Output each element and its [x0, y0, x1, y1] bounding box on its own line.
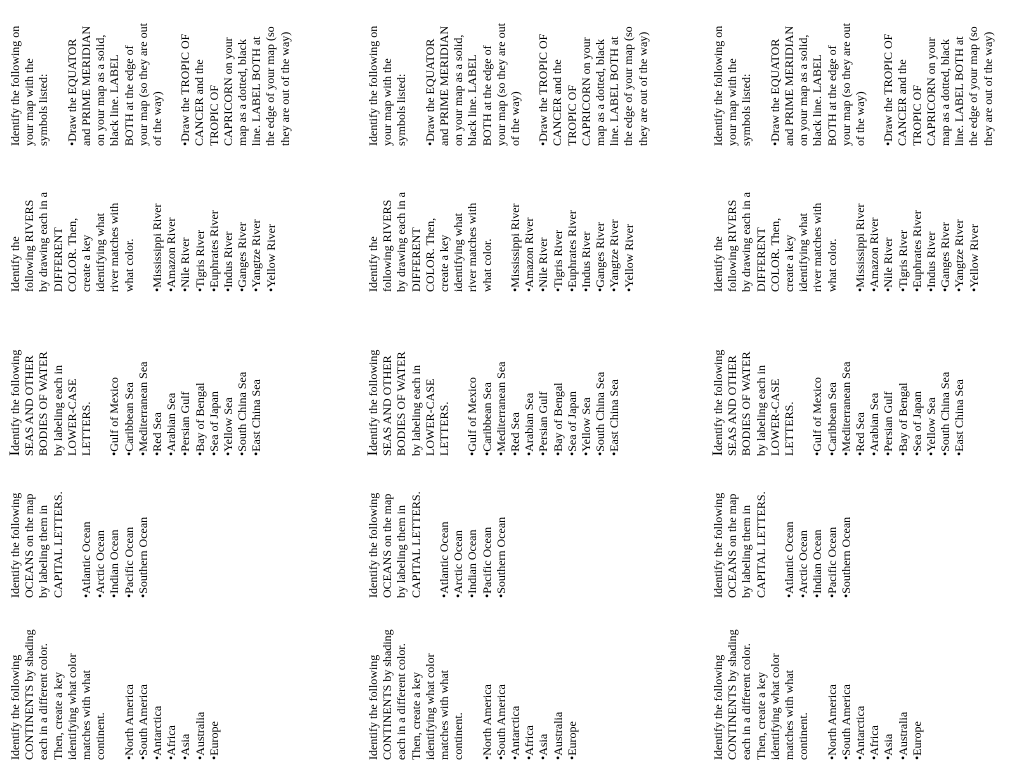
list-item: • Gulf of Mexico — [465, 291, 479, 456]
list-item: • Euphrates River — [207, 184, 221, 292]
lines-instructions: Identify the following on your map with the symbols listed: — [8, 25, 51, 146]
list-item: • Persian Gulf — [536, 291, 550, 456]
list-item: • Arabian Sea — [867, 291, 881, 456]
list-item: • Draw the TROPIC OF CANCER and the TROPIC OF CAPRICORN on your map as a dotted, black line. LABEL BOTH at the edge of your map (so they are out of the way) — [881, 0, 995, 146]
list-item: • Indus River — [924, 184, 938, 292]
list-item: • Gulf of Mexico — [107, 291, 121, 456]
oceans-list — [782, 433, 853, 598]
list-item: • Pacific Ocean — [480, 433, 494, 598]
list-item: • Draw the TROPIC OF CANCER and the TROPIC OF CAPRICORN on your map as a dotted, black line. LABEL BOTH at the edge of your map (so they are out of the way) — [178, 0, 292, 146]
list-item: • Sea of Japan — [207, 291, 221, 456]
oceans-list — [437, 433, 508, 598]
list-item: • Tigris River — [193, 184, 207, 292]
list-item: • Europe — [910, 595, 924, 760]
list-item: • Tigris River — [551, 184, 565, 292]
oceans-block — [711, 433, 853, 598]
list-item: • Euphrates River — [910, 184, 924, 292]
list-item: • Indian Ocean — [810, 433, 824, 598]
rivers-list — [150, 184, 278, 292]
oceans-block — [366, 433, 508, 598]
list-item: • South America — [494, 595, 508, 760]
list-item: • Yangtze River — [607, 184, 621, 292]
list-item: • Yellow Sea — [924, 291, 938, 456]
continents-list — [122, 595, 221, 760]
seas-instructions-text: dentify the following SEAS AND OTHER BODIES OF WATER by labeling each in LOWER-CASE LETTERS. — [711, 349, 797, 456]
list-item: • Africa — [164, 595, 178, 760]
seas-list — [465, 291, 621, 456]
list-item: • East China Sea — [607, 291, 621, 456]
list-item: • Antarctica — [853, 595, 867, 760]
list-item: • Draw the TROPIC OF CANCER and the TROPIC OF CAPRICORN on your map as a dotted, black line. LABEL BOTH at the edge of your map (so they are out of the way) — [536, 0, 650, 146]
list-item: • Southern Ocean — [839, 433, 853, 598]
seas-initial: I — [365, 451, 381, 456]
list-item: • Bay of Bengal — [896, 291, 910, 456]
list-item: • South China Sea — [938, 291, 952, 456]
list-item: • Europe — [565, 595, 579, 760]
oceans-instructions: Identify the following OCEANS on the map by labeling them in CAPITAL LETTERS. — [711, 491, 768, 598]
list-item: • Gulf of Mexico — [810, 291, 824, 456]
list-item: • Sea of Japan — [565, 291, 579, 456]
list-item: • Persian Gulf — [178, 291, 192, 456]
worksheet-copy-2 — [366, 0, 666, 768]
list-item: • Red Sea — [508, 291, 522, 456]
worksheet-copy-3 — [711, 0, 1011, 768]
list-item: • Caribbean Sea — [122, 291, 136, 456]
worksheet-copy-1 — [8, 0, 308, 768]
list-item: • Southern Ocean — [136, 433, 150, 598]
list-item: • Yellow River — [622, 184, 636, 292]
list-item: • Pacific Ocean — [825, 433, 839, 598]
list-item: • Mississippi River — [150, 184, 164, 292]
list-item: • Yellow Sea — [579, 291, 593, 456]
list-item: • Atlantic Ocean — [782, 433, 796, 598]
continents-block — [8, 595, 221, 760]
list-item: • Sea of Japan — [910, 291, 924, 456]
list-item: • Indus River — [221, 184, 235, 292]
list-item: • Persian Gulf — [881, 291, 895, 456]
lines-list — [65, 0, 292, 146]
seas-instructions — [8, 291, 93, 456]
list-item: • Draw the EQUATOR and PRIME MERIDIAN on your map as a solid, black line. LABEL BOTH at the edge of your map (so they are out of the way) — [423, 0, 522, 146]
seas-block — [366, 291, 622, 456]
rivers-instructions: Identify the following RIVERS by drawing each in a DIFFERENT COLOR. Then, create a key identifying what river matches with what color. — [711, 192, 839, 292]
list-item: • Indian Ocean — [465, 433, 479, 598]
list-item: • Europe — [207, 595, 221, 760]
seas-list — [107, 291, 263, 456]
list-item: • Arctic Ocean — [796, 433, 810, 598]
seas-block — [711, 291, 967, 456]
list-item: • Mississippi River — [508, 184, 522, 292]
list-item: • Bay of Bengal — [551, 291, 565, 456]
list-item: • Australia — [551, 595, 565, 760]
seas-list — [810, 291, 966, 456]
list-item: • Antarctica — [508, 595, 522, 760]
list-item: • Mediterranean Sea — [494, 291, 508, 456]
list-item: • Indian Ocean — [107, 433, 121, 598]
oceans-list — [79, 433, 150, 598]
lines-instructions: Identify the following on your map with the symbols listed: — [711, 25, 754, 146]
continents-block — [366, 595, 579, 760]
list-item: • East China Sea — [249, 291, 263, 456]
list-item: • Nile River — [536, 184, 550, 292]
continents-block — [711, 595, 924, 760]
continents-list — [825, 595, 924, 760]
list-item: • Pacific Ocean — [122, 433, 136, 598]
continents-instructions: Identify the following CONTINENTS by shading each in a different color. Then, create a key identifying what color matches with what continent. — [711, 629, 811, 760]
list-item: • Arabian Sea — [164, 291, 178, 456]
list-item: • Yangtze River — [249, 184, 263, 292]
list-item: • East China Sea — [952, 291, 966, 456]
list-item: • North America — [825, 595, 839, 760]
seas-initial: I — [710, 451, 726, 456]
list-item: • Mississippi River — [853, 184, 867, 292]
list-item: • Mediterranean Sea — [839, 291, 853, 456]
list-item: • Asia — [881, 595, 895, 760]
list-item: • Draw the EQUATOR and PRIME MERIDIAN on your map as a solid, black line. LABEL BOTH at the edge of your map (so they are out of the way) — [65, 0, 164, 146]
seas-instructions-text: dentify the following SEAS AND OTHER BODIES OF WATER by labeling each in LOWER-CASE LETTERS. — [366, 349, 452, 456]
list-item: • Euphrates River — [565, 184, 579, 292]
list-item: • Amazon River — [164, 184, 178, 292]
lines-instructions: Identify the following on your map with the symbols listed: — [366, 25, 409, 146]
list-item: • Yellow Sea — [221, 291, 235, 456]
list-item: • Australia — [193, 595, 207, 760]
list-item: • Asia — [178, 595, 192, 760]
seas-instructions-text: dentify the following SEAS AND OTHER BODIES OF WATER by labeling each in LOWER-CASE LETTERS. — [8, 349, 94, 456]
list-item: • Arctic Ocean — [93, 433, 107, 598]
oceans-instructions: Identify the following OCEANS on the map by labeling them in CAPITAL LETTERS. — [8, 491, 65, 598]
list-item: • North America — [480, 595, 494, 760]
list-item: • Atlantic Ocean — [437, 433, 451, 598]
rivers-block — [711, 184, 981, 292]
oceans-instructions: Identify the following OCEANS on the map by labeling them in CAPITAL LETTERS. — [366, 491, 423, 598]
list-item: • Nile River — [178, 184, 192, 292]
rivers-instructions: Identify the following RIVERS by drawing each in a DIFFERENT COLOR. Then, create a key identifying what river matches with what color. — [366, 192, 494, 292]
rivers-block — [366, 184, 636, 292]
list-item: • Asia — [536, 595, 550, 760]
list-item: • Yangtze River — [952, 184, 966, 292]
lines-block — [711, 0, 995, 146]
list-item: • Ganges River — [938, 184, 952, 292]
list-item: • Indus River — [579, 184, 593, 292]
rivers-block — [8, 184, 278, 292]
continents-instructions: Identify the following CONTINENTS by shading each in a different color. Then, create a key identifying what color matches with what continent. — [8, 629, 108, 760]
list-item: • Caribbean Sea — [825, 291, 839, 456]
list-item: • Ganges River — [593, 184, 607, 292]
seas-initial: I — [7, 451, 23, 456]
list-item: • Antarctica — [150, 595, 164, 760]
rivers-list — [853, 184, 981, 292]
lines-block — [366, 0, 650, 146]
list-item: • Nile River — [881, 184, 895, 292]
list-item: • Draw the EQUATOR and PRIME MERIDIAN on your map as a solid, black line. LABEL BOTH at the edge of your map (so they are out of the way) — [768, 0, 867, 146]
list-item: • Tigris River — [896, 184, 910, 292]
lines-block — [8, 0, 292, 146]
list-item: • South America — [136, 595, 150, 760]
list-item: • Africa — [522, 595, 536, 760]
list-item: • Yellow River — [264, 184, 278, 292]
seas-instructions — [366, 291, 451, 456]
list-item: • Australia — [896, 595, 910, 760]
list-item: • Bay of Bengal — [193, 291, 207, 456]
list-item: • South America — [839, 595, 853, 760]
rivers-list — [508, 184, 636, 292]
list-item: • Red Sea — [150, 291, 164, 456]
list-item: • Yellow River — [967, 184, 981, 292]
continents-list — [480, 595, 579, 760]
list-item: • North America — [122, 595, 136, 760]
lines-list — [423, 0, 650, 146]
list-item: • Southern Ocean — [494, 433, 508, 598]
list-item: • Arabian Sea — [522, 291, 536, 456]
seas-block — [8, 291, 264, 456]
list-item: • Atlantic Ocean — [79, 433, 93, 598]
oceans-block — [8, 433, 150, 598]
lines-list — [768, 0, 995, 146]
list-item: • Red Sea — [853, 291, 867, 456]
list-item: • Amazon River — [867, 184, 881, 292]
list-item: • Mediterranean Sea — [136, 291, 150, 456]
list-item: • Africa — [867, 595, 881, 760]
list-item: • South China Sea — [593, 291, 607, 456]
list-item: • South China Sea — [235, 291, 249, 456]
seas-instructions — [711, 291, 796, 456]
list-item: • Caribbean Sea — [480, 291, 494, 456]
list-item: • Ganges River — [235, 184, 249, 292]
rivers-instructions: Identify the following RIVERS by drawing each in a DIFFERENT COLOR. Then, create a key identifying what river matches with what color. — [8, 192, 136, 292]
list-item: • Amazon River — [522, 184, 536, 292]
list-item: • Arctic Ocean — [451, 433, 465, 598]
continents-instructions: Identify the following CONTINENTS by shading each in a different color. Then, create a key identifying what color matches with what continent. — [366, 629, 466, 760]
